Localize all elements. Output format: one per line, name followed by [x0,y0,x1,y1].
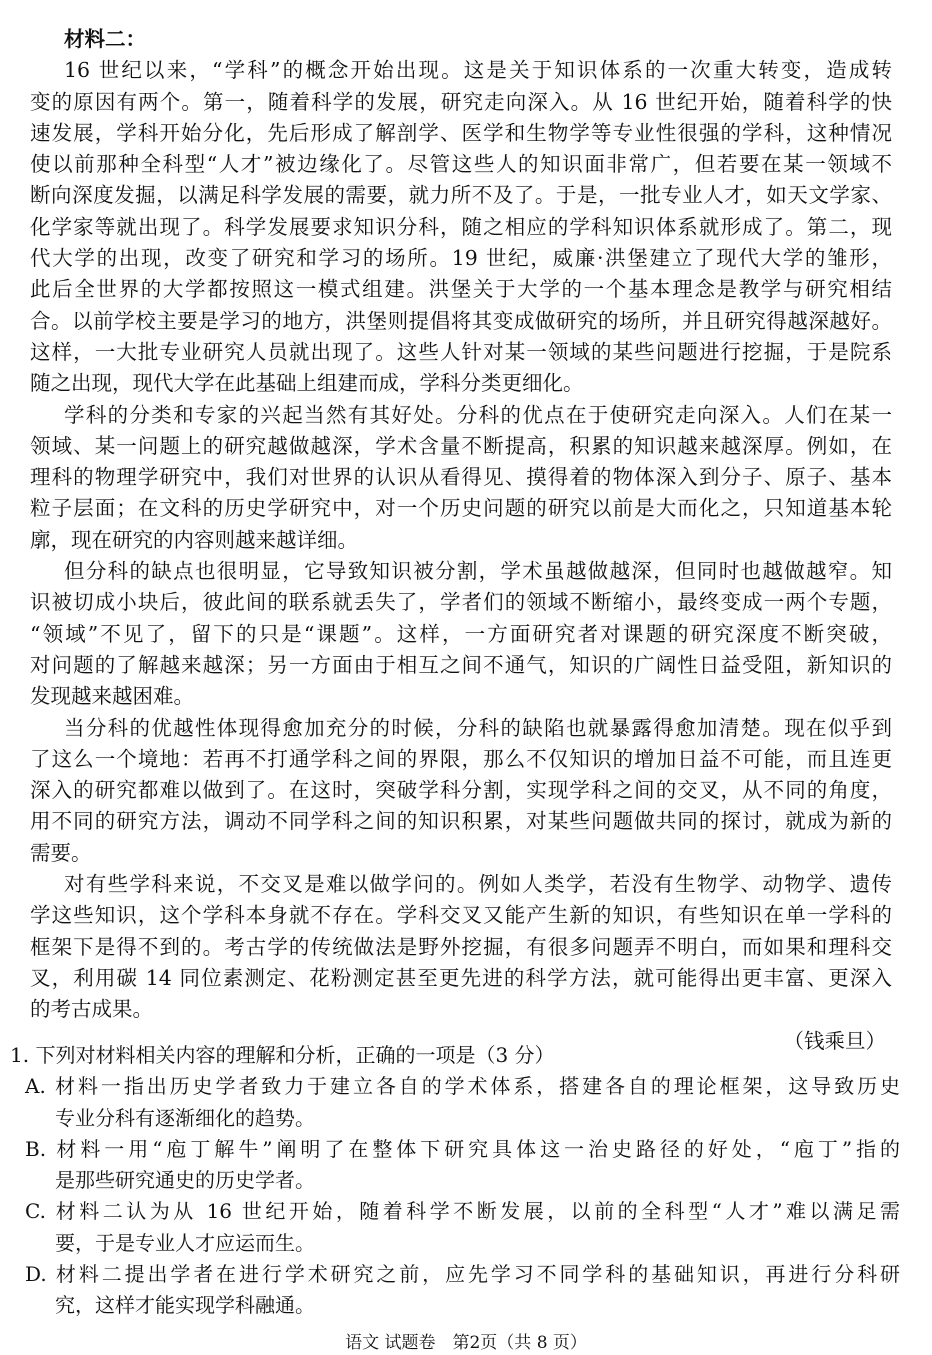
material-two [30,24,892,1056]
text-line: 框架下是得不到的。考古学的传统做法是野外挖掘，有很多问题弄不明白，而如果和理科交 [30,934,892,959]
option-text: D. 材料二提出学者在进行学术研究之前，应先学习不同学科的基础知识，再进行分科研 [25,1262,900,1287]
text-line: 理科的物理学研究中，我们对世界的认识从看得见、摸得着的物体深入到分子、原子、基本 [30,465,892,490]
material-heading: 材料二： [64,27,146,51]
paragraph [30,556,892,712]
paragraph [30,400,892,556]
text-line: 当分科的优越性体现得愈加充分的时候，分科的缺陷也就暴露得愈加清楚。现在似乎到 [64,715,892,740]
paragraph [30,713,892,869]
answer-option[interactable] [10,1259,900,1322]
text-line: 叉，利用碳 14 同位素测定、花粉测定甚至更先进的科学方法，就可能得出更丰富、更深入 [30,965,892,990]
option-text: C. 材料二认为从 16 世纪开始，随着科学不断发展，以前的全科型“人才”难以满足需 [25,1199,900,1224]
paragraph [30,55,892,399]
option-text: B. 材料一用“庖丁解牛”阐明了在整体下研究具体这一治史路径的好处，“庖丁”指的 [25,1136,900,1161]
answer-option[interactable] [10,1071,900,1134]
text-line: 速发展，学科开始分化，先后形成了解剖学、医学和生物学等专业性很强的学科，这种情况 [30,120,892,145]
text-line: 16 世纪以来，“学科”的概念开始出现。这是关于知识体系的一次重大转变，造成转 [64,58,892,83]
text-line: 变的原因有两个。第一，随着科学的发展，研究走向深入。从 16 世纪开始，随着科学的快 [30,89,892,114]
page-footer: 语文 试题卷 第2页（共 8 页） [345,1333,587,1353]
text-line: 深入的研究都难以做到了。在这时，突破学科分割，实现学科之间的交叉，从不同的角度， [30,778,892,803]
author-attribution: （钱乘旦） [783,1028,886,1053]
text-line: 对有些学科来说，不交叉是难以做学问的。例如人类学，若没有生物学、动物学、遗传 [64,872,892,897]
question-1 [10,1040,900,1322]
text-line: 断向深度发掘，以满足科学发展的需要，就力所不及了。于是，一批专业人才，如天文学家、 [30,183,892,208]
text-line: 使以前那种全科型“人才”被边缘化了。尽管这些人的知识面非常广，但若要在某一领域不 [30,152,892,177]
option-text-continued: 要，于是专业人才应运而生。 [55,1230,315,1255]
text-line: 了这么一个境地：若再不打通学科之间的界限，那么不仅知识的增加日益不可能，而且连更 [30,746,892,771]
text-line: 此后全世界的大学都按照这一模式组建。洪堡关于大学的一个基本理念是教学与研究相结 [30,277,892,302]
paragraph [30,869,892,1025]
answer-option[interactable] [10,1134,900,1197]
text-line: 但分科的缺点也很明显，它导致知识被分割，学术虽越做越深，但同时也越做越窄。知 [64,559,892,584]
option-text-continued: 是那些研究通史的历史学者。 [55,1168,315,1193]
text-line: 对问题的了解越来越深；另一方面由于相互之间不通气，知识的广阔性日益受阻，新知识的 [30,652,892,677]
text-line: 粒子层面；在文科的历史学研究中，对一个历史问题的研究以前是大而化之，只知道基本轮 [30,496,892,521]
text-line: 领域、某一问题上的研究越做越深，学术含量不断提高，积累的知识越来越深厚。例如，在 [30,433,892,458]
question-stem: 1. 下列对材料相关内容的理解和分析，正确的一项是（3 分） [10,1043,555,1067]
text-line: 化学家等就出现了。科学发展要求知识分科，随之相应的学科知识体系就形成了。第二，现 [30,214,892,239]
text-line: 学科的分类和专家的兴起当然有其好处。分科的优点在于使研究走向深入。人们在某一 [64,402,892,427]
option-text-continued: 究，这样才能实现学科融通。 [55,1293,315,1318]
option-text: A. 材料一指出历史学者致力于建立各自的学术体系，搭建各自的理论框架，这导致历史 [25,1074,900,1099]
text-line: 这样，一大批专业研究人员就出现了。这些人针对某一领域的某些问题进行挖掘，于是院系 [30,339,892,364]
text-line: 识被切成小块后，彼此间的联系就丢失了，学者们的领域不断缩小，最终变成一两个专题， [30,590,892,615]
text-line: 发现越来越困难。 [30,684,194,709]
option-text-continued: 专业分科有逐渐细化的趋势。 [55,1105,315,1130]
text-line: 用不同的研究方法，调动不同学科之间的知识积累，对某些问题做共同的探讨，就成为新的 [30,809,892,834]
text-line: 随之出现，现代大学在此基础上组建而成，学科分类更细化。 [30,371,584,396]
text-line: 代大学的出现，改变了研究和学习的场所。19 世纪，威廉·洪堡建立了现代大学的雏形， [30,246,892,271]
text-line: “领域”不见了，留下的只是“课题”。这样，一方面研究者对课题的研究深度不断突破， [30,621,892,646]
text-line: 的考古成果。 [30,997,153,1022]
text-line: 需要。 [30,840,92,865]
text-line: 学这些知识，这个学科本身就不存在。学科交叉又能产生新的知识，有些知识在单一学科的 [30,903,892,928]
text-line: 合。以前学校主要是学习的地方，洪堡则提倡将其变成做研究的场所，并且研究得越深越好。 [30,308,892,333]
text-line: 廓，现在研究的内容则越来越详细。 [30,527,358,552]
answer-option[interactable] [10,1196,900,1259]
